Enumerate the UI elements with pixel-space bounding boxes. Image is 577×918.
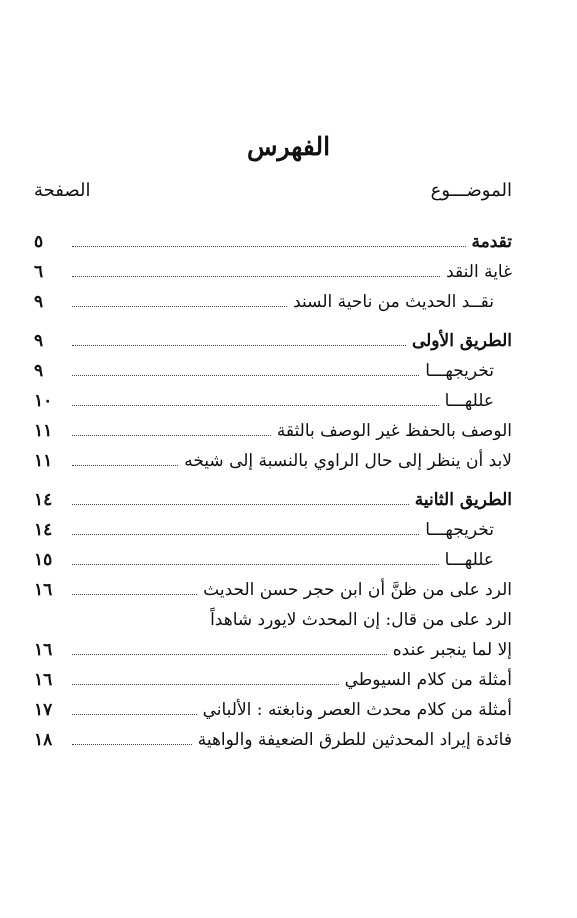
toc-entry	[34, 442, 512, 472]
toc-entry	[34, 382, 512, 412]
toc-entry-title: أمثلة من كلام السيوطي	[344, 670, 512, 690]
toc-entry-title: الطريق الثانية	[414, 490, 512, 510]
toc-entry-page: ١٦	[34, 640, 53, 660]
toc-entry	[34, 601, 512, 631]
toc-entry-page: ١٥	[34, 550, 53, 570]
dot-leader	[72, 344, 406, 346]
toc-entry-page: ١٦	[34, 580, 53, 600]
toc-list	[34, 223, 512, 751]
toc-entry	[34, 283, 512, 313]
toc-entry-page: ٩	[34, 361, 44, 381]
dot-leader	[72, 653, 387, 655]
dot-leader	[72, 374, 419, 376]
toc-entry	[34, 631, 512, 661]
toc-entry	[34, 541, 512, 571]
toc-entry-title: عللهـــا	[444, 550, 494, 570]
dot-leader	[72, 713, 197, 715]
page-title: الفهرس	[246, 132, 331, 161]
toc-entry	[34, 223, 512, 253]
dot-leader	[72, 245, 466, 247]
toc-header	[34, 180, 512, 206]
dot-leader	[72, 275, 440, 277]
toc-entry	[34, 481, 512, 511]
toc-entry	[34, 661, 512, 691]
dot-leader	[72, 624, 204, 625]
dot-leader	[72, 743, 192, 745]
dot-leader	[72, 533, 419, 535]
toc-entry-title: الوصف بالحفظ غير الوصف بالثقة	[276, 421, 512, 441]
dot-leader	[72, 404, 439, 406]
toc-entry-page: ١١	[34, 451, 53, 471]
toc-entry-page: ١٤	[34, 490, 53, 510]
toc-entry	[34, 322, 512, 352]
toc-entry	[34, 253, 512, 283]
toc-entry-page: ١٦	[34, 670, 53, 690]
toc-entry	[34, 571, 512, 601]
dot-leader	[72, 464, 178, 466]
page-column-label: الصفحة	[34, 180, 91, 201]
toc-entry-title: نقــد الحديث من ناحية السند	[293, 292, 494, 312]
toc-entry-page: ٦	[34, 262, 44, 282]
toc-entry-page: ١٤	[34, 520, 53, 540]
toc-entry-page: ٥	[34, 232, 44, 252]
toc-entry	[34, 412, 512, 442]
toc-entry-page: ٩	[34, 331, 44, 351]
toc-entry-page: ١٠	[34, 391, 53, 411]
toc-entry	[34, 352, 512, 382]
topic-column-label: الموضـــوع	[430, 180, 512, 201]
toc-entry-page: ١٨	[34, 730, 53, 750]
toc-entry	[34, 511, 512, 541]
toc-entry	[34, 691, 512, 721]
toc-entry-title: عللهـــا	[444, 391, 494, 411]
toc-entry-title: إلا لما ينجبر عنده	[392, 640, 512, 660]
toc-entry-title: الرد على من قال: إن المحدث لايورد شاهداً	[210, 610, 512, 630]
toc-entry-title: الطريق الأولى	[411, 331, 512, 351]
toc-entry-title: تخريجهـــا	[425, 520, 494, 540]
toc-entry-title: أمثلة من كلام محدث العصر ونابغته : الألباني	[202, 700, 512, 720]
toc-entry-page: ٩	[34, 292, 44, 312]
toc-entry-page: ١٧	[34, 700, 53, 720]
toc-entry-title: غاية النقد	[446, 262, 512, 282]
dot-leader	[72, 503, 409, 505]
toc-entry-title: الرد على من ظنَّ أن ابن حجر حسن الحديث	[203, 580, 512, 600]
toc-entry-title: تخريجهـــا	[425, 361, 494, 381]
dot-leader	[72, 434, 271, 436]
dot-leader	[72, 563, 439, 565]
dot-leader	[72, 305, 287, 307]
toc-entry	[34, 721, 512, 751]
dot-leader	[72, 683, 339, 685]
toc-entry-title: فائدة إيراد المحدثين للطرق الضعيفة والواهية	[197, 730, 512, 750]
dot-leader	[72, 593, 197, 595]
toc-entry-title: لابد أن ينظر إلى حال الراوي بالنسبة إلى شيخه	[184, 451, 512, 471]
toc-entry-page: ١١	[34, 421, 53, 441]
toc-entry-title: تقدمة	[471, 232, 512, 252]
